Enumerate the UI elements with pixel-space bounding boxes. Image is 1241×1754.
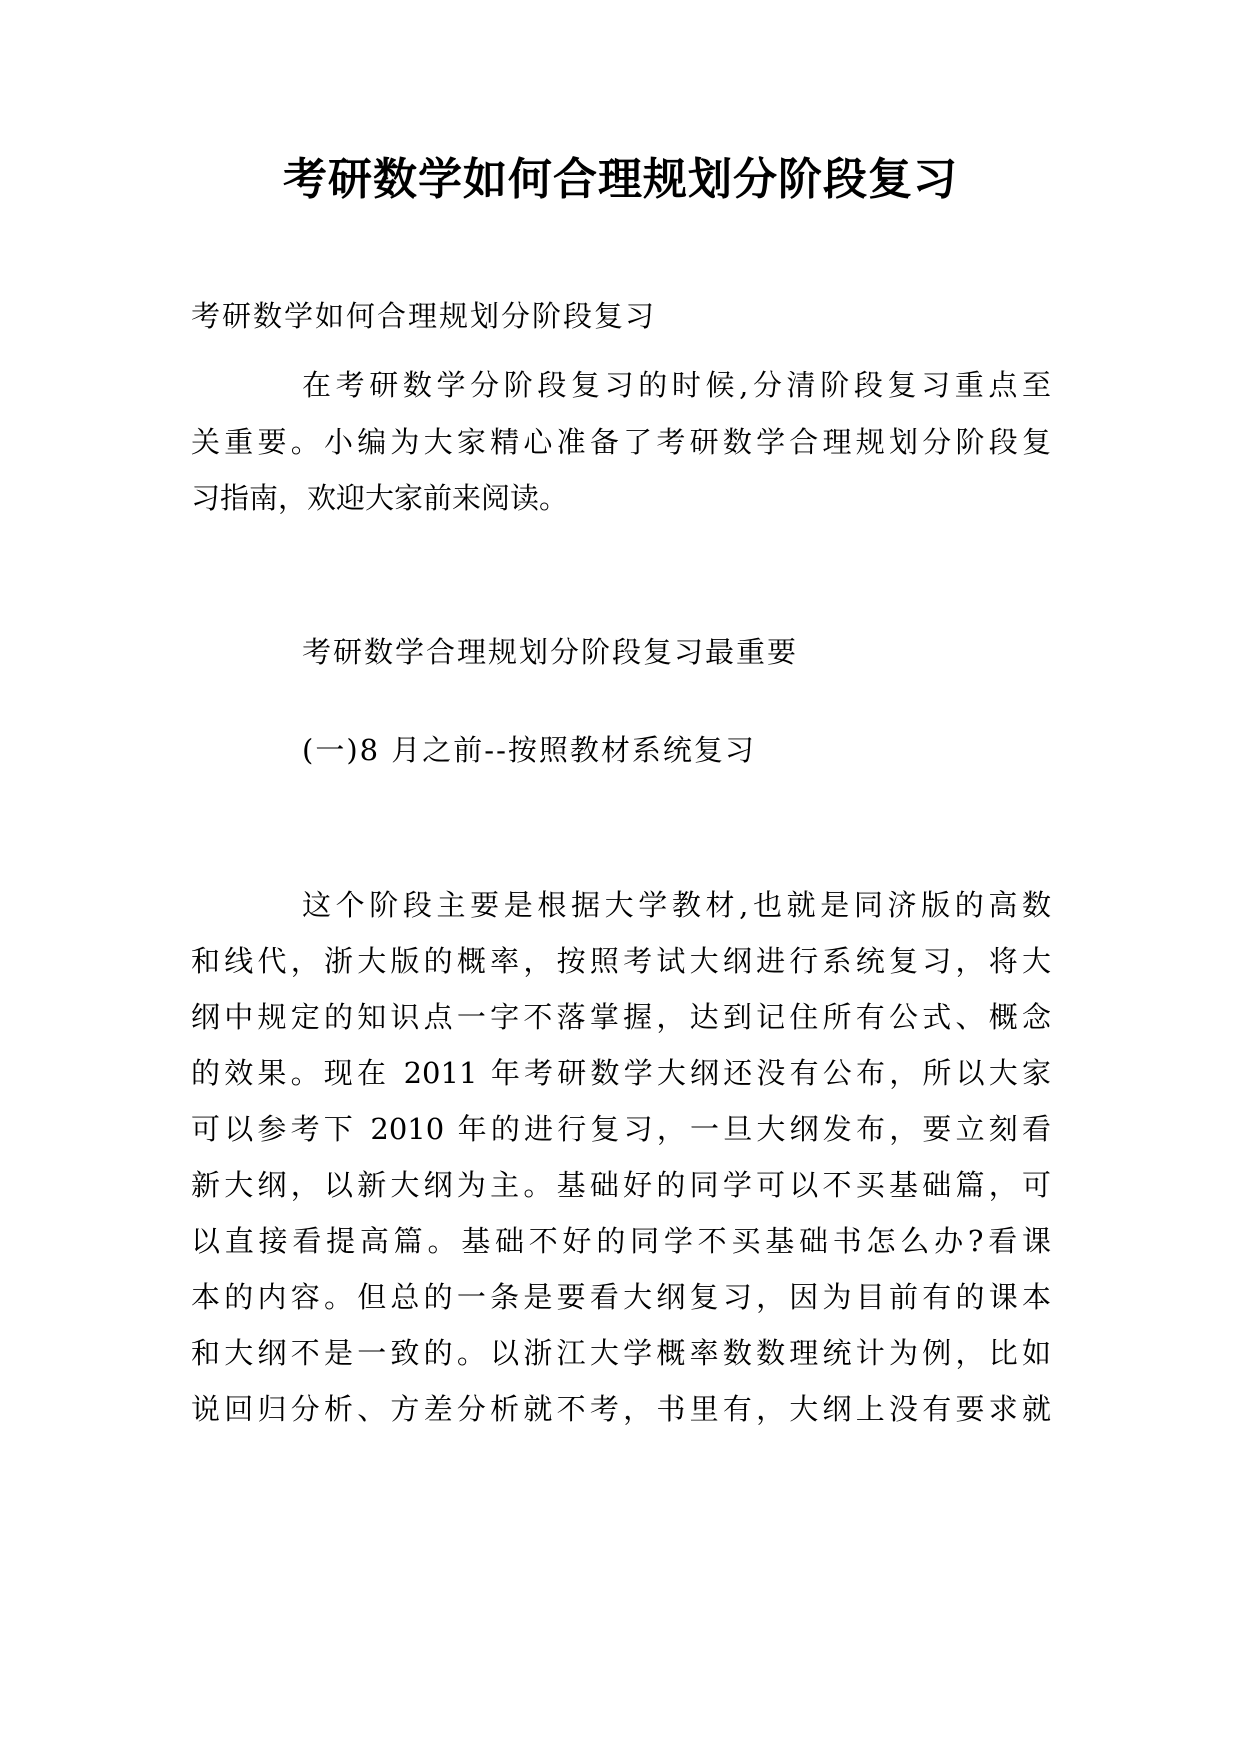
stage-heading: (一)8 月之前--按照教材系统复习	[302, 733, 756, 767]
body-line-3: 纲中规定的知识点一字不落掌握，达到记住所有公式、概念	[191, 1000, 1051, 1034]
intro-line-3: 习指南，欢迎大家前来阅读。	[191, 481, 569, 515]
intro-line-2: 关重要。小编为大家精心准备了考研数学合理规划分阶段复	[191, 425, 1051, 459]
document-subtitle: 考研数学如何合理规划分阶段复习	[191, 299, 657, 333]
body-line-4: 的效果。现在 2011 年考研数学大纲还没有公布，所以大家	[191, 1056, 1051, 1090]
intro-line-1: 在考研数学分阶段复习的时候,分清阶段复习重点至	[302, 368, 1051, 402]
body-line-1: 这个阶段主要是根据大学教材,也就是同济版的高数	[302, 888, 1051, 922]
body-line-9: 和大纲不是一致的。以浙江大学概率数数理统计为例，比如	[191, 1336, 1051, 1370]
body-line-7: 以直接看提高篇。基础不好的同学不买基础书怎么办?看课	[191, 1224, 1051, 1258]
body-line-5: 可以参考下 2010 年的进行复习，一旦大纲发布，要立刻看	[191, 1112, 1051, 1146]
document-title: 考研数学如何合理规划分阶段复习	[283, 154, 958, 205]
body-line-2: 和线代，浙大版的概率，按照考试大纲进行系统复习，将大	[191, 944, 1051, 978]
section-heading: 考研数学合理规划分阶段复习最重要	[302, 635, 799, 669]
body-line-10: 说回归分析、方差分析就不考，书里有，大纲上没有要求就	[191, 1392, 1051, 1426]
body-line-6: 新大纲，以新大纲为主。基础好的同学可以不买基础篇，可	[191, 1168, 1051, 1202]
body-line-8: 本的内容。但总的一条是要看大纲复习，因为目前有的课本	[191, 1280, 1051, 1314]
